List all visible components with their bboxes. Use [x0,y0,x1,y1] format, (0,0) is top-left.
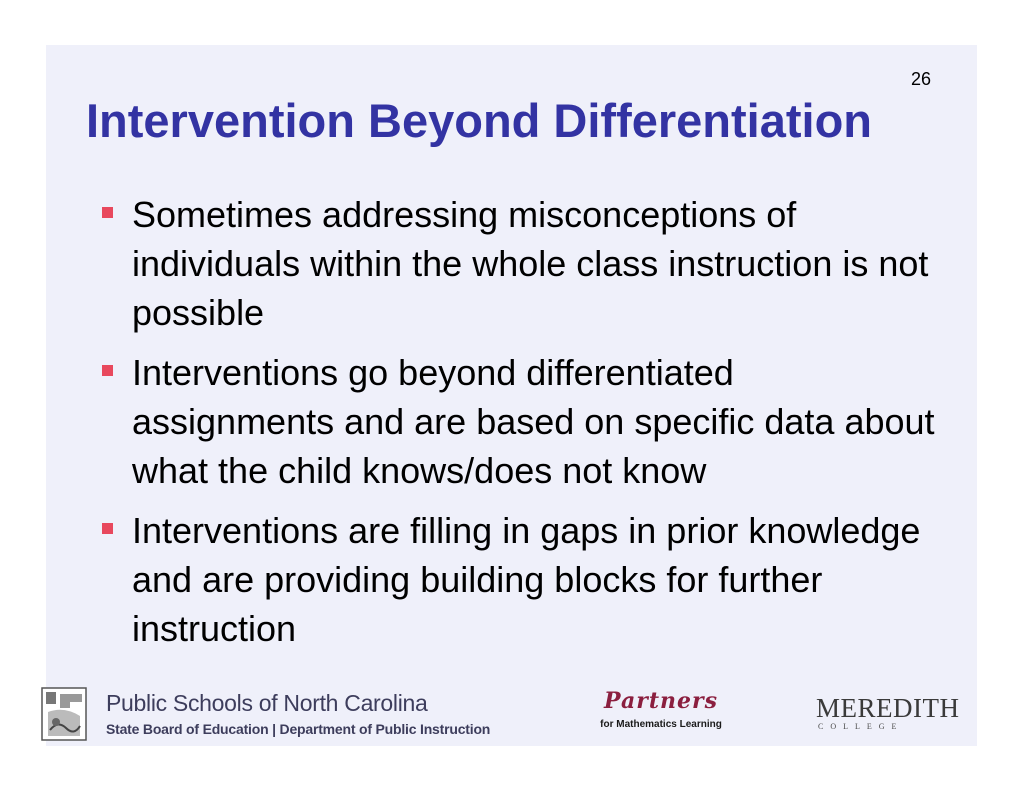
bullet-text: Interventions go beyond differentiated assignments and are based on specific data about what the child knows/does not know [132,352,935,491]
bullet-text: Sometimes addressing misconceptions of individuals within the whole class instruction is not possible [132,194,929,333]
page-number: 26 [910,69,931,89]
square-bullet-icon [102,207,113,218]
square-bullet-icon [102,365,113,376]
partners-logo-subtitle: for Mathematics Learning [600,719,722,730]
meredith-logo-name: MEREDITH [816,693,960,723]
nc-logo-line1: Public Schools of North Carolina [106,690,428,716]
bullet-item [102,506,942,653]
nc-state-seal-icon [40,686,88,742]
nc-logo-line2: State Board of Education | Department of Public Instruction [106,721,491,737]
nc-public-schools-logo [106,690,490,738]
meredith-college-logo [816,694,959,732]
bullet-item [102,190,942,337]
bullet-list [102,190,942,664]
square-bullet-icon [102,523,113,534]
slide [46,45,977,746]
bullet-text: Interventions are filling in gaps in prior knowledge and are providing building blocks for further instruction [132,510,921,649]
meredith-logo-college: COLLEGE [818,722,904,731]
footer [46,684,977,746]
slide-title: Intervention Beyond Differentiation [86,94,872,147]
partners-logo-word: Partners [604,688,718,714]
bullet-item [102,348,942,495]
partners-logo [581,688,741,732]
